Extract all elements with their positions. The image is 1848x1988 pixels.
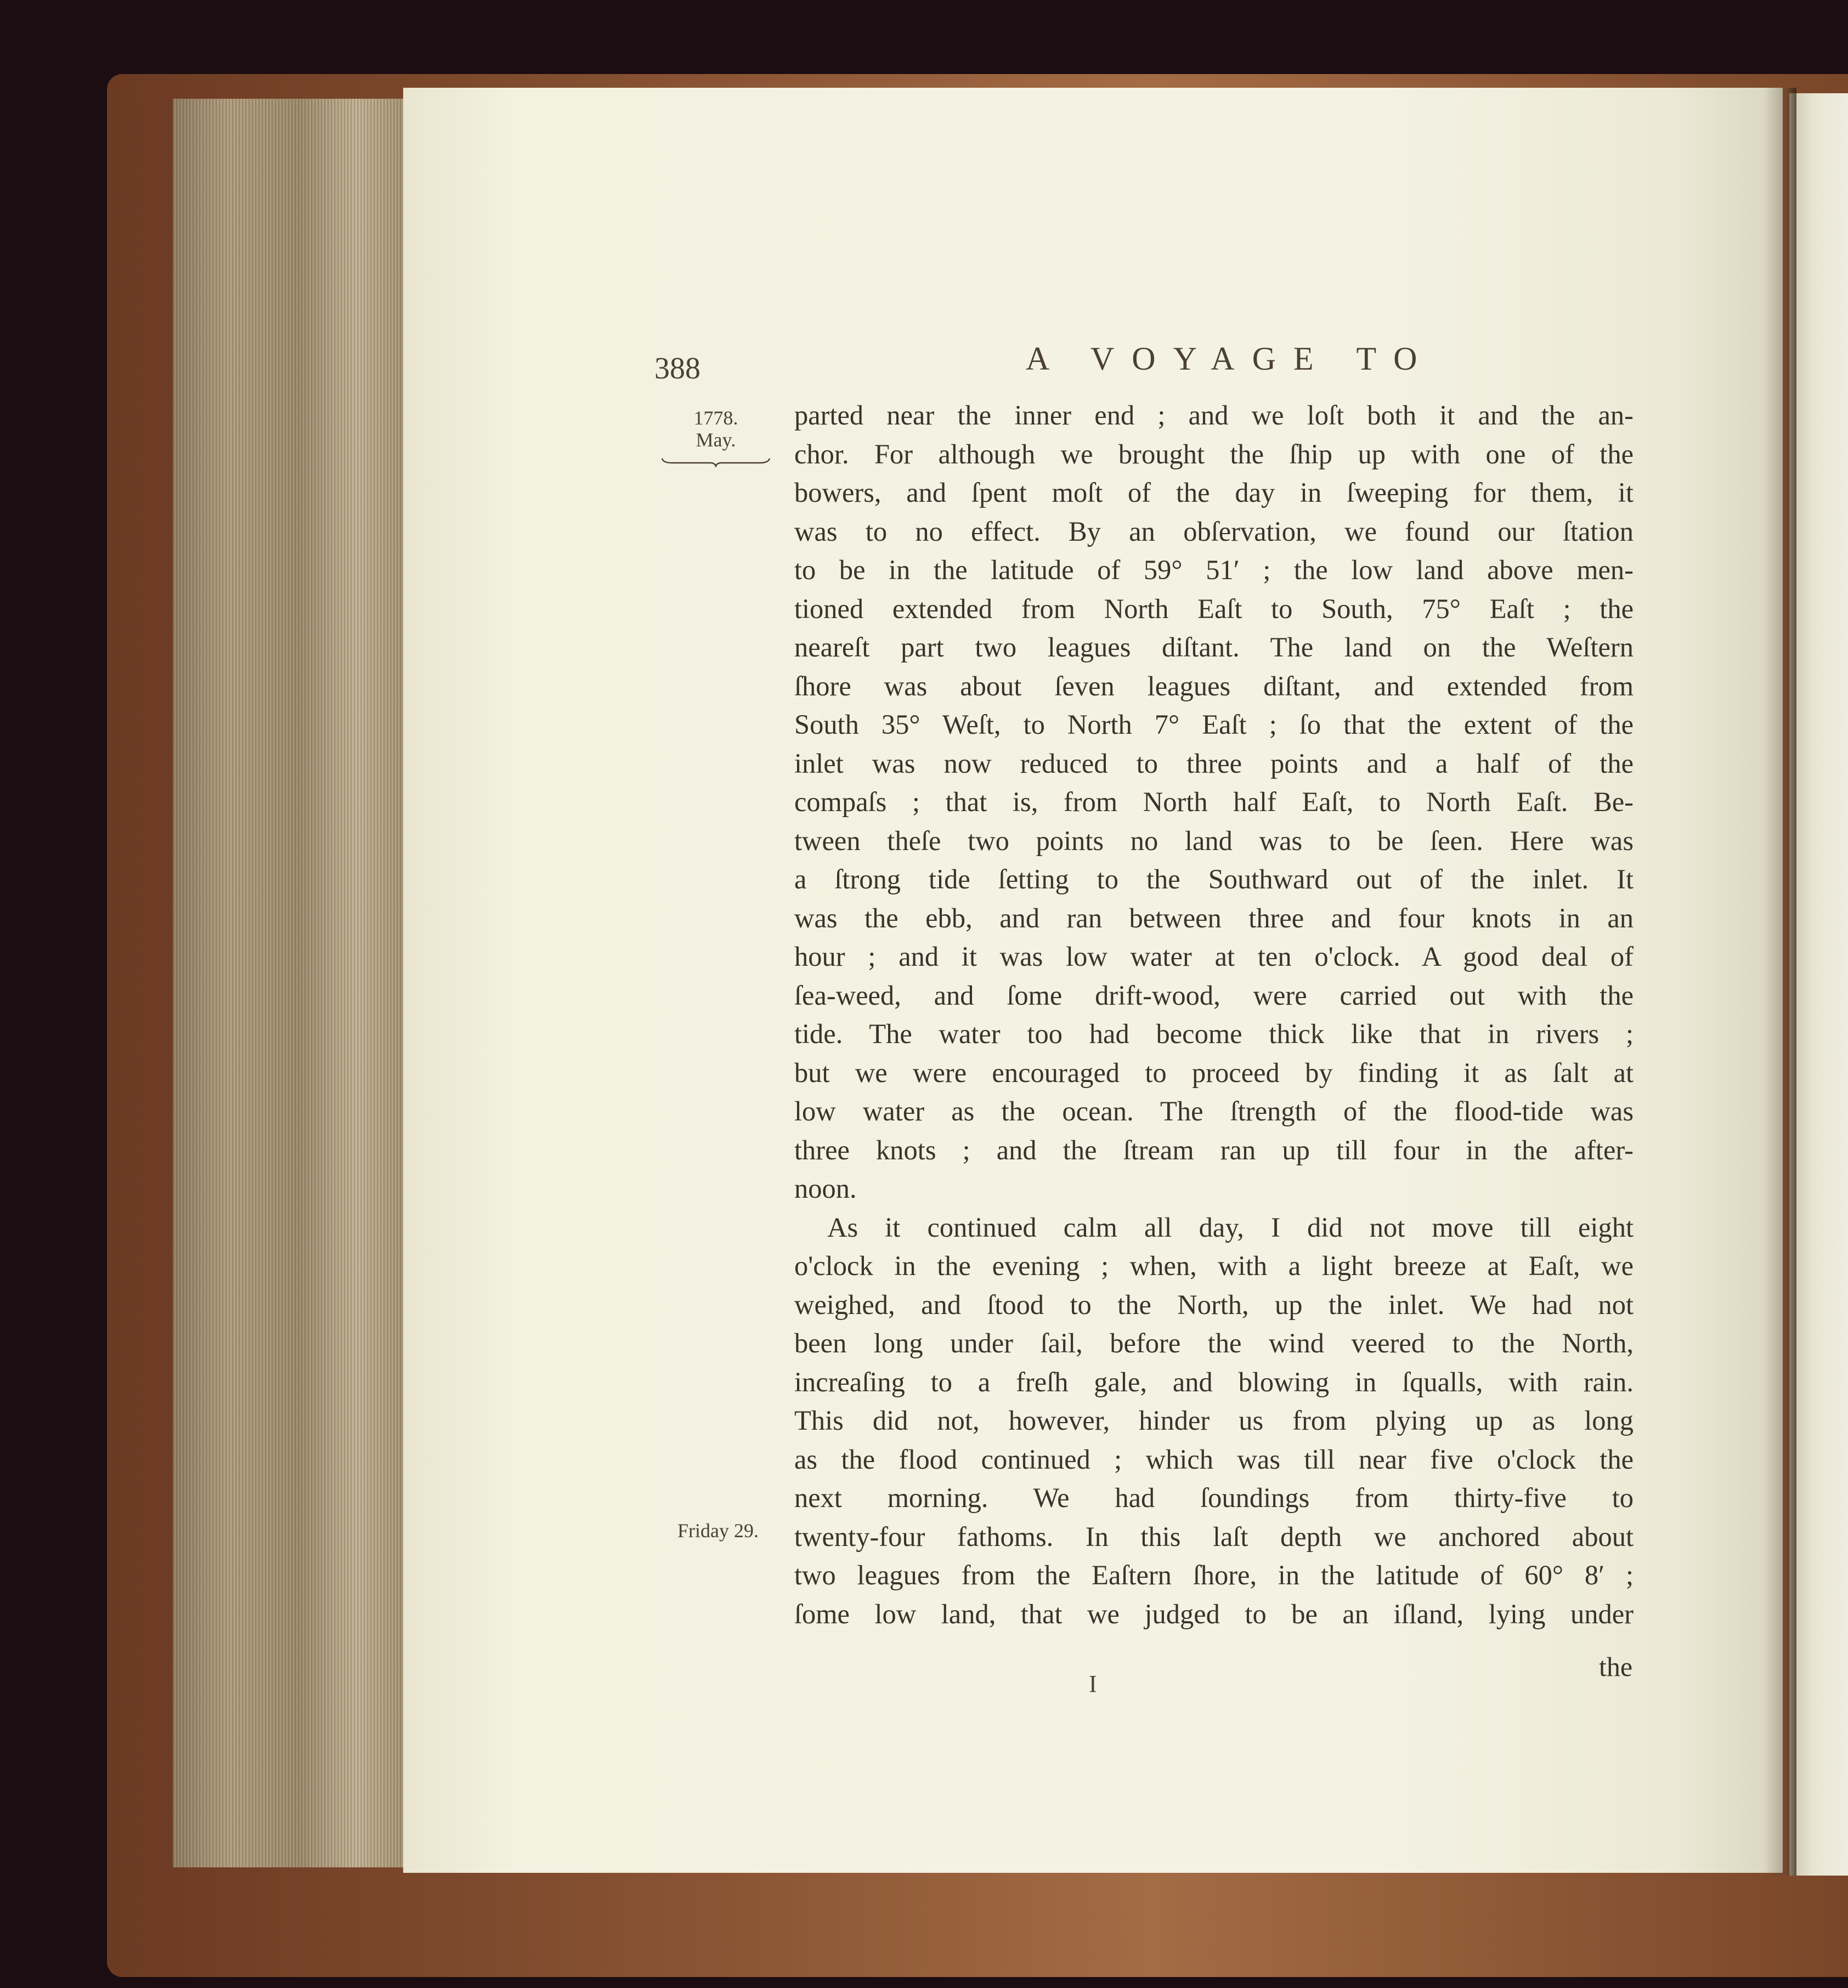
text-line: weighed, and ſtood to the North, up the inlet. We had not xyxy=(794,1289,1634,1320)
text-line: as the flood continued ; which was till near five o'clock the xyxy=(794,1443,1634,1475)
text-line: parted near the inner end ; and we loſt both it and the an- xyxy=(794,400,1634,431)
text-line: been long under ſail, before the wind veered to the North, xyxy=(794,1328,1634,1358)
text-line: three knots ; and the ſtream ran up till four in the after- xyxy=(794,1134,1634,1165)
text-line: was the ebb, and ran between three and four knots in an xyxy=(794,902,1634,933)
facing-page xyxy=(1789,93,1848,1876)
margin-brace-icon xyxy=(661,456,771,467)
signature-mark: I xyxy=(1089,1670,1097,1697)
page-number: 388 xyxy=(654,352,700,386)
text-line: As it continued calm all day, I did not move till eight xyxy=(827,1211,1634,1243)
page-edges xyxy=(173,99,403,1867)
text-line: next morning. We had ſoundings from thirty-five to xyxy=(794,1482,1634,1513)
text-line: tide. The water too had become thick like that in rivers ; xyxy=(794,1018,1634,1049)
text-line: increaſing to a freſh gale, and blowing in ſqualls, with rain. xyxy=(794,1366,1634,1397)
running-head: A VOYAGE TO xyxy=(1026,341,1435,377)
text-line: compaſs ; that is, from North half Eaſt, to North Eaſt. Be- xyxy=(794,786,1634,817)
text-line: tween theſe two points no land was to be ſeen. Here was xyxy=(794,825,1634,856)
text-line: but we were encouraged to proceed by finding it as ſalt at xyxy=(794,1057,1634,1088)
text-line: noon. xyxy=(794,1173,857,1204)
text-line: South 35° Weſt, to North 7° Eaſt ; ſo that the extent of the xyxy=(794,709,1634,740)
text-line: to be in the latitude of 59° 51′ ; the low land above men- xyxy=(794,554,1634,585)
text-line: o'clock in the evening ; when, with a light breeze at Eaſt, we xyxy=(794,1250,1634,1281)
text-line: twenty-four fathoms. In this laſt depth we anchored about xyxy=(794,1521,1634,1552)
text-line: was to no effect. By an obſervation, we found our ſtation xyxy=(794,516,1634,547)
body-text xyxy=(794,396,1634,1633)
text-line: ſome low land, that we judged to be an iſland, lying under xyxy=(794,1598,1634,1629)
catchword: the xyxy=(1599,1651,1633,1682)
margin-date-note xyxy=(658,407,773,451)
margin-month: May. xyxy=(696,429,736,451)
text-line: ſhore was about ſeven leagues diſtant, and extended from xyxy=(794,670,1634,701)
text-line: bowers, and ſpent moſt of the day in ſweeping for them, it xyxy=(794,477,1634,508)
text-line: This did not, however, hinder us from plying up as long xyxy=(794,1405,1634,1436)
text-line: chor. For although we brought the ſhip up with one of the xyxy=(794,438,1634,469)
margin-year: 1778. xyxy=(693,407,738,429)
text-line: ſea-weed, and ſome drift-wood, were carried out with the xyxy=(794,979,1634,1011)
page-gutter xyxy=(1764,88,1796,1876)
text-line: tioned extended from North Eaſt to South, 75° Eaſt ; the xyxy=(794,593,1634,624)
text-line: low water as the ocean. The ſtrength of the flood-tide was xyxy=(794,1096,1634,1126)
text-line: two leagues from the Eaſtern ſhore, in the latitude of 60° 8′ ; xyxy=(794,1560,1634,1590)
text-line: inlet was now reduced to three points and a half of the xyxy=(794,747,1634,779)
text-line: neareſt part two leagues diſtant. The land on the Weſtern xyxy=(794,632,1634,662)
text-line: hour ; and it was low water at ten o'clock. A good deal of xyxy=(794,941,1634,972)
text-line: a ſtrong tide ſetting to the Southward out of the inlet. It xyxy=(794,864,1634,894)
margin-date-friday: Friday 29. xyxy=(677,1520,759,1542)
